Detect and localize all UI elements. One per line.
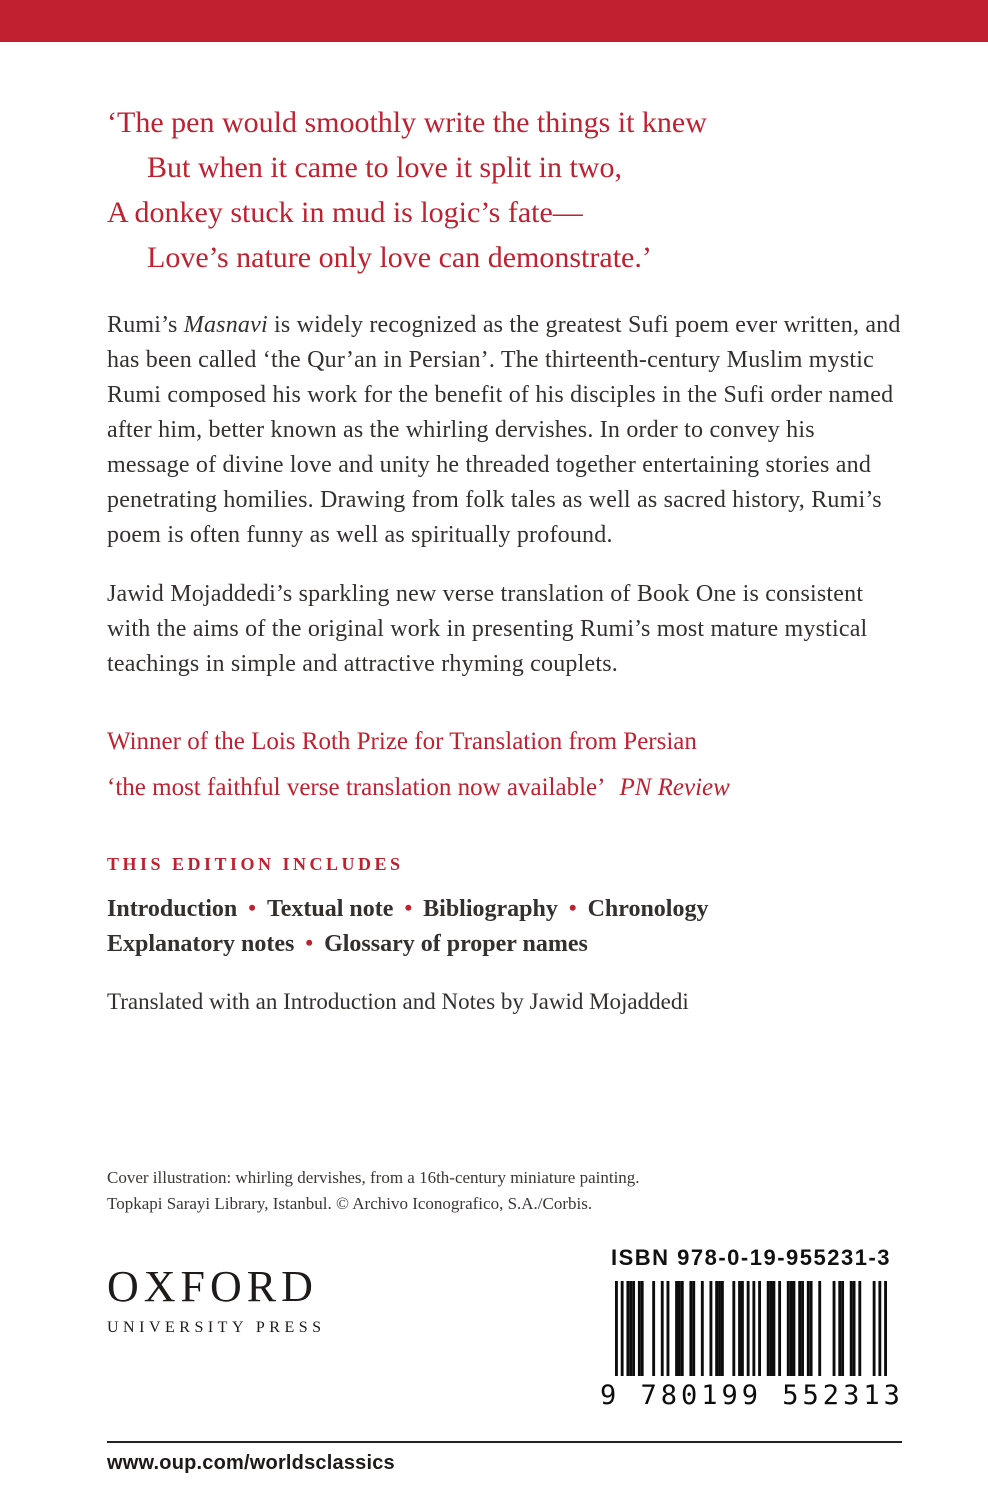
synopsis-paragraph-2: Jawid Mojaddedi’s sparkling new verse translation of Book One is consistent with the aims of the original work in presenting Rumi’s most mature mystical teachings in simple and attractive rhyming couplets. [107,581,868,677]
bullet-icon: • [248,895,256,920]
review-source: PN Review [619,774,730,801]
synopsis-p1-rest: is widely recognized as the greatest Sufi poem ever written, and has been called ‘the Qur’an in Persian’. The thirteenth-century Muslim mystic Rumi composed his work for the benefit of his disciples in the Sufi order named after him, better known as the whirling dervishes. In order to convey his message of divine love and unity he threaded together entertaining stories and penetrating homilies. Drawing from folk tales as well as sacred history, Rumi’s poem is often funny as well as spiritually profound. [107,312,901,548]
top-red-band [0,0,988,42]
barcode-block [600,1245,902,1411]
bullet-icon: • [568,895,577,920]
barcode [615,1281,887,1376]
publisher-logo [107,1263,326,1337]
review-line [107,772,902,804]
edition-item: Explanatory notes [107,931,295,957]
isbn-label: ISBN 978-0-19-955231-3 [610,1245,892,1270]
credit-line-2: Topkapi Sarayi Library, Istanbul. © Archivo Iconografico, S.A./Corbis. [107,1194,593,1213]
edition-item: Chronology [587,896,709,922]
edition-includes-heading: THIS EDITION INCLUDES [107,854,404,874]
translator-note: Translated with an Introduction and Notes by Jawid Mojaddedi [107,989,689,1014]
book-title-italic: Masnavi [183,312,268,338]
publisher-and-barcode-row [107,1245,902,1411]
review-quote: ‘the most faithful verse translation now available’ [107,774,606,801]
synopsis-paragraph-1 [107,308,902,553]
bullet-icon: • [404,895,413,920]
edition-item: Introduction [107,896,238,922]
edition-list-line-2 [107,926,902,961]
edition-item: Bibliography [423,896,558,922]
prize-line: Winner of the Lois Roth Prize for Translation from Persian [107,728,697,755]
edition-item: Glossary of proper names [324,931,588,957]
verse-line: But when it came to love it split in two, [147,151,622,184]
synopsis-p1-prefix: Rumi’s [107,312,184,338]
edition-list-line-1 [107,891,902,926]
footer [107,1441,902,1475]
edition-item: Textual note [266,896,394,922]
publisher-subtitle: UNIVERSITY PRESS [107,1319,326,1336]
publisher-url: www.oup.com/worldsclassics [107,1452,395,1474]
barcode-number: 9 780199 552313 [600,1380,904,1411]
edition-includes-list [107,891,902,961]
publisher-name: OXFORD [107,1262,318,1311]
barcode-bars [615,1281,887,1376]
credit-line-1: Cover illustration: whirling dervishes, from a 16th-century miniature painting. [107,1168,640,1187]
verse-quote [107,100,902,280]
verse-line: Love’s nature only love can demonstrate.’ [147,241,652,274]
verse-line: ‘The pen would smoothly write the things it knew [107,106,707,139]
bullet-icon: • [305,930,314,955]
cover-illustration-credit [107,1165,902,1217]
verse-line: A donkey stuck in mud is logic’s fate— [107,196,583,229]
cover-content [0,100,988,1411]
